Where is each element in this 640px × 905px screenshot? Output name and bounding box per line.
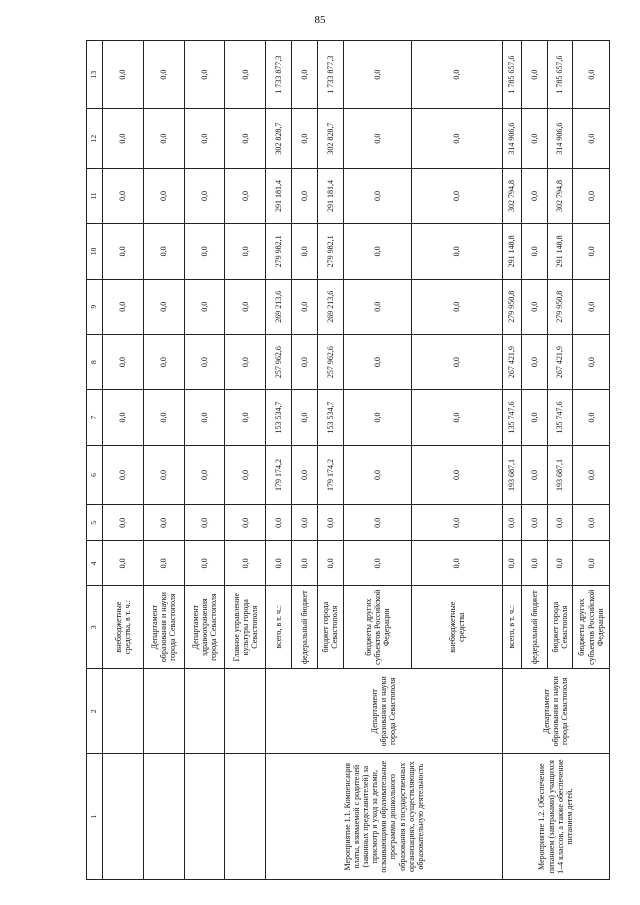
value-cell: 0,0 — [143, 109, 184, 169]
table-row — [184, 41, 225, 880]
column-header: 1 — [87, 754, 103, 880]
value-cell: 0,0 — [225, 224, 266, 279]
value-cell: 153 534,7 — [266, 390, 292, 445]
measure-name-cell: Мероприятие 1.1. Компенсация платы, взимаемой с родителей (законных представителей) за присмотр и уход за детьми, осваивающими образовательные программы дошкольного образования в государственных организациях, осуществляющих образовательную деятельность — [266, 754, 502, 880]
value-cell: 0,0 — [412, 168, 502, 223]
value-cell: 0,0 — [143, 168, 184, 223]
value-cell: 0,0 — [521, 334, 547, 389]
value-cell: 269 213,6 — [266, 279, 292, 334]
value-cell: 0,0 — [184, 505, 225, 541]
value-cell: 279 950,8 — [547, 279, 573, 334]
executor-cell — [103, 669, 144, 754]
column-header: 2 — [87, 669, 103, 754]
table-body — [87, 41, 610, 880]
value-cell: 0,0 — [502, 541, 521, 586]
value-cell: 0,0 — [103, 279, 144, 334]
value-cell: 0,0 — [343, 109, 412, 169]
source-cell: бюджеты других субъектов Российской Федерации — [573, 586, 610, 669]
value-cell: 257 962,6 — [266, 334, 292, 389]
value-cell: 0,0 — [225, 541, 266, 586]
page-number: 85 — [314, 14, 326, 26]
value-cell: 0,0 — [266, 541, 292, 586]
value-cell: 0,0 — [266, 505, 292, 541]
value-cell: 1 785 657,6 — [502, 41, 521, 109]
value-cell: 193 687,1 — [502, 445, 521, 505]
value-cell: 0,0 — [225, 109, 266, 169]
value-cell: 302 828,7 — [317, 109, 343, 169]
column-header: 3 — [87, 586, 103, 669]
value-cell: 0,0 — [521, 390, 547, 445]
value-cell: 291 181,4 — [266, 168, 292, 223]
column-header: 11 — [87, 168, 103, 223]
source-cell: федеральный бюджет — [521, 586, 547, 669]
value-cell: 1 785 657,6 — [547, 41, 573, 109]
value-cell: 0,0 — [292, 505, 318, 541]
value-cell: 291 148,8 — [502, 224, 521, 279]
value-cell: 0,0 — [184, 168, 225, 223]
value-cell: 0,0 — [573, 41, 610, 109]
value-cell: 0,0 — [103, 109, 144, 169]
executor-cell: Департамент образования и науки города Севастополя — [502, 669, 610, 754]
value-cell: 0,0 — [143, 390, 184, 445]
value-cell: 0,0 — [225, 168, 266, 223]
value-cell: 0,0 — [103, 541, 144, 586]
value-cell: 0,0 — [103, 168, 144, 223]
value-cell: 0,0 — [412, 41, 502, 109]
value-cell: 314 906,6 — [502, 109, 521, 169]
source-cell: внебюджетные средства — [412, 586, 502, 669]
executor-cell — [225, 669, 266, 754]
value-cell: 0,0 — [103, 334, 144, 389]
value-cell: 291 148,8 — [547, 224, 573, 279]
value-cell: 0,0 — [225, 505, 266, 541]
value-cell: 0,0 — [343, 390, 412, 445]
value-cell: 279 950,8 — [502, 279, 521, 334]
value-cell: 0,0 — [143, 224, 184, 279]
value-cell: 0,0 — [292, 109, 318, 169]
value-cell: 0,0 — [343, 334, 412, 389]
source-cell: Департамент образования и науки города Севастополя — [143, 586, 184, 669]
source-cell: Главное управление культуры города Севастополя — [225, 586, 266, 669]
value-cell: 0,0 — [521, 109, 547, 169]
value-cell: 0,0 — [225, 41, 266, 109]
value-cell: 0,0 — [573, 224, 610, 279]
value-cell: 0,0 — [412, 224, 502, 279]
value-cell: 0,0 — [573, 505, 610, 541]
value-cell: 0,0 — [547, 541, 573, 586]
value-cell: 179 174,2 — [317, 445, 343, 505]
value-cell: 0,0 — [292, 541, 318, 586]
table-row — [266, 41, 292, 880]
value-cell: 0,0 — [547, 505, 573, 541]
value-cell: 0,0 — [343, 541, 412, 586]
value-cell: 0,0 — [225, 390, 266, 445]
value-cell: 0,0 — [143, 541, 184, 586]
value-cell: 135 747,6 — [547, 390, 573, 445]
source-cell: Департамент здравоохранения города Севастополя — [184, 586, 225, 669]
value-cell: 0,0 — [103, 224, 144, 279]
source-cell: бюджет города Севастополя — [547, 586, 573, 669]
measure-cell — [225, 754, 266, 880]
source-cell: всего, в т. ч.: — [502, 586, 521, 669]
value-cell: 135 747,6 — [502, 390, 521, 445]
value-cell: 0,0 — [292, 390, 318, 445]
value-cell: 0,0 — [184, 279, 225, 334]
measure-name-cell: Мероприятие 1.2. Обеспечение питанием (завтраками) учащихся 1–4 классов, а также обеспечение питанием детей, — [502, 754, 610, 880]
value-cell: 0,0 — [412, 109, 502, 169]
value-cell: 0,0 — [103, 505, 144, 541]
value-cell: 179 174,2 — [266, 445, 292, 505]
column-header: 5 — [87, 505, 103, 541]
budget-table — [86, 40, 610, 880]
value-cell: 0,0 — [184, 390, 225, 445]
value-cell: 0,0 — [412, 390, 502, 445]
value-cell: 291 181,4 — [317, 168, 343, 223]
column-header: 13 — [87, 41, 103, 109]
value-cell: 0,0 — [292, 445, 318, 505]
value-cell: 0,0 — [143, 41, 184, 109]
value-cell: 0,0 — [573, 168, 610, 223]
value-cell: 0,0 — [143, 445, 184, 505]
value-cell: 0,0 — [184, 41, 225, 109]
value-cell: 0,0 — [317, 505, 343, 541]
measure-cell — [184, 754, 225, 880]
value-cell: 0,0 — [184, 445, 225, 505]
value-cell: 0,0 — [521, 279, 547, 334]
value-cell: 0,0 — [573, 109, 610, 169]
value-cell: 314 906,6 — [547, 109, 573, 169]
value-cell: 0,0 — [521, 168, 547, 223]
value-cell: 302 828,7 — [266, 109, 292, 169]
table-row — [143, 41, 184, 880]
value-cell: 1 733 877,3 — [266, 41, 292, 109]
value-cell: 0,0 — [343, 41, 412, 109]
value-cell: 193 687,1 — [547, 445, 573, 505]
value-cell: 0,0 — [103, 41, 144, 109]
source-cell: бюджеты других субъектов Российской Федерации — [343, 586, 412, 669]
value-cell: 0,0 — [103, 445, 144, 505]
column-header: 9 — [87, 279, 103, 334]
value-cell: 267 421,9 — [502, 334, 521, 389]
value-cell: 0,0 — [292, 168, 318, 223]
column-header: 4 — [87, 541, 103, 586]
value-cell: 257 962,6 — [317, 334, 343, 389]
value-cell: 0,0 — [143, 334, 184, 389]
source-cell: внебюджетные средства, в т. ч.: — [103, 586, 144, 669]
value-cell: 0,0 — [292, 334, 318, 389]
column-header: 10 — [87, 224, 103, 279]
source-cell: всего, в т. ч.: — [266, 586, 292, 669]
value-cell: 0,0 — [573, 390, 610, 445]
value-cell: 269 213,6 — [317, 279, 343, 334]
value-cell: 0,0 — [573, 279, 610, 334]
value-cell: 0,0 — [412, 334, 502, 389]
column-header: 8 — [87, 334, 103, 389]
table-row — [103, 41, 144, 880]
value-cell: 0,0 — [573, 541, 610, 586]
value-cell: 0,0 — [292, 224, 318, 279]
value-cell: 0,0 — [521, 224, 547, 279]
measure-cell — [103, 754, 144, 880]
value-cell: 153 534,7 — [317, 390, 343, 445]
value-cell: 0,0 — [184, 224, 225, 279]
column-header: 6 — [87, 445, 103, 505]
value-cell: 0,0 — [521, 505, 547, 541]
executor-cell: Департамент образования и науки города Севастополя — [266, 669, 502, 754]
value-cell: 0,0 — [412, 505, 502, 541]
value-cell: 0,0 — [343, 445, 412, 505]
value-cell: 0,0 — [103, 390, 144, 445]
value-cell: 0,0 — [225, 334, 266, 389]
value-cell: 1 733 877,3 — [317, 41, 343, 109]
value-cell: 0,0 — [502, 505, 521, 541]
value-cell: 279 982,1 — [266, 224, 292, 279]
value-cell: 0,0 — [412, 541, 502, 586]
value-cell: 0,0 — [184, 334, 225, 389]
value-cell: 0,0 — [225, 279, 266, 334]
value-cell: 0,0 — [343, 279, 412, 334]
value-cell: 0,0 — [225, 445, 266, 505]
value-cell: 0,0 — [143, 279, 184, 334]
value-cell: 0,0 — [521, 41, 547, 109]
value-cell: 0,0 — [573, 445, 610, 505]
source-cell: бюджет города Севастополя — [317, 586, 343, 669]
value-cell: 279 982,1 — [317, 224, 343, 279]
table-row — [502, 41, 521, 880]
executor-cell — [143, 669, 184, 754]
value-cell: 0,0 — [412, 279, 502, 334]
value-cell: 0,0 — [343, 224, 412, 279]
value-cell: 0,0 — [343, 168, 412, 223]
value-cell: 302 794,8 — [502, 168, 521, 223]
value-cell: 0,0 — [292, 41, 318, 109]
table-row — [225, 41, 266, 880]
value-cell: 0,0 — [184, 541, 225, 586]
value-cell: 0,0 — [184, 109, 225, 169]
value-cell: 0,0 — [343, 505, 412, 541]
measure-cell — [143, 754, 184, 880]
column-header: 12 — [87, 109, 103, 169]
value-cell: 267 421,9 — [547, 334, 573, 389]
column-header: 7 — [87, 390, 103, 445]
header-row — [87, 41, 103, 880]
source-cell: федеральный бюджет — [292, 586, 318, 669]
value-cell: 0,0 — [573, 334, 610, 389]
value-cell: 0,0 — [521, 445, 547, 505]
value-cell: 0,0 — [292, 279, 318, 334]
executor-cell — [184, 669, 225, 754]
value-cell: 0,0 — [143, 505, 184, 541]
value-cell: 0,0 — [317, 541, 343, 586]
value-cell: 0,0 — [412, 445, 502, 505]
value-cell: 0,0 — [521, 541, 547, 586]
rotated-table-area — [86, 40, 610, 880]
value-cell: 302 794,8 — [547, 168, 573, 223]
